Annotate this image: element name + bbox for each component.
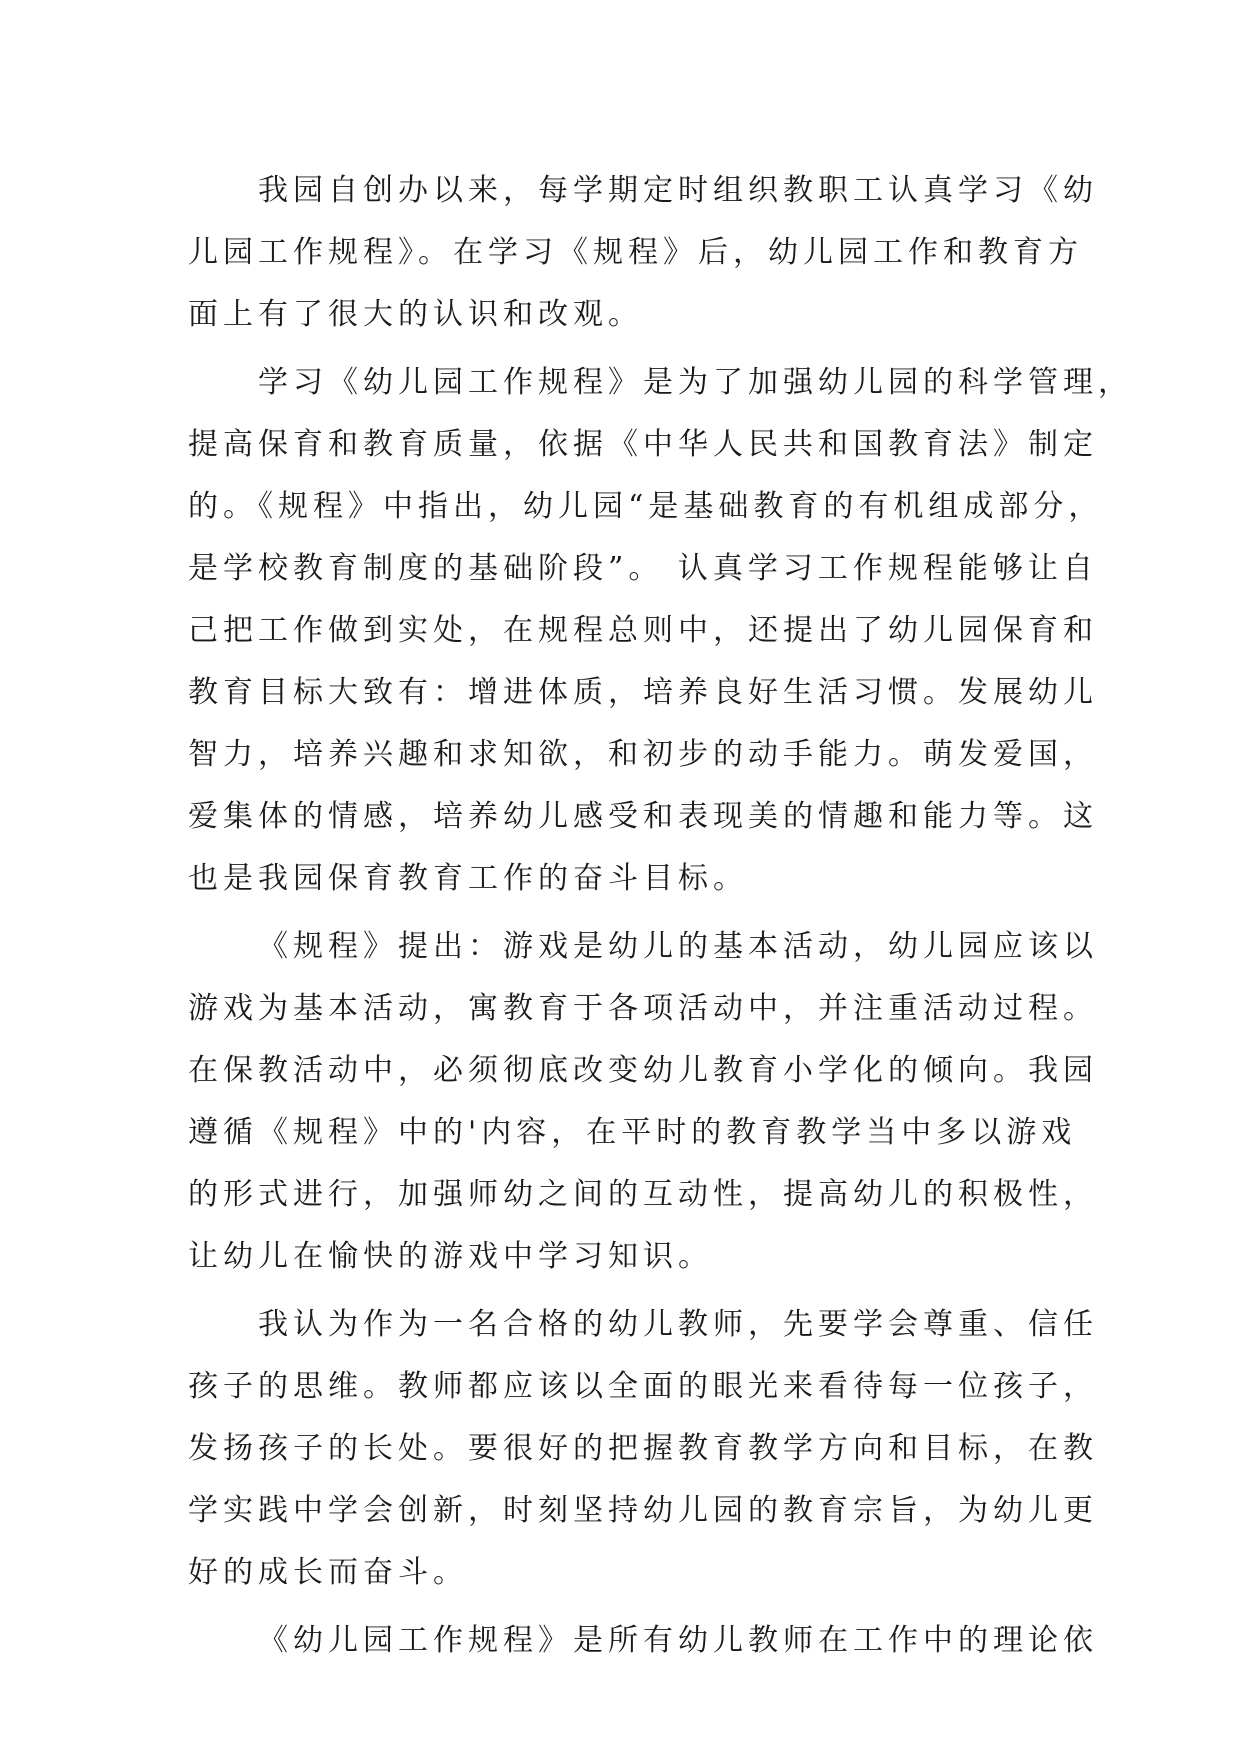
text-line: 面上有了很大的认识和改观。: [188, 297, 643, 332]
text-line: 孩子的思维。教师都应该以全面的眼光来看待每一位孩子，: [188, 1369, 1098, 1404]
text-line: 也是我园保育教育工作的奋斗目标。: [188, 861, 748, 896]
paragraph-5: [188, 1610, 1098, 1672]
text-line: 的形式进行，加强师幼之间的互动性，提高幼儿的积极性，: [188, 1177, 1098, 1212]
text-line: 己把工作做到实处，在规程总则中，还提出了幼儿园保育和: [188, 613, 1098, 648]
text-line: 学习《幼儿园工作规程》是为了加强幼儿园的科学管理，: [258, 365, 1133, 400]
text-line: 儿园工作规程》。在学习《规程》后，幼儿园工作和教育方: [188, 235, 1083, 270]
text-line: 在保教活动中，必须彻底改变幼儿教育小学化的倾向。我园: [188, 1053, 1098, 1088]
text-line: 是学校教育制度的基础阶段”。 认真学习工作规程能够让自: [188, 551, 1098, 586]
text-line: 我认为作为一名合格的幼儿教师，先要学会尊重、信任: [258, 1307, 1098, 1342]
text-line: 智力，培养兴趣和求知欲，和初步的动手能力。萌发爱国，: [188, 737, 1098, 772]
text-line: 《幼儿园工作规程》是所有幼儿教师在工作中的理论依: [258, 1623, 1098, 1658]
text-line: 我园自创办以来，每学期定时组织教职工认真学习《幼: [258, 173, 1098, 208]
text-line: 爱集体的情感，培养幼儿感受和表现美的情趣和能力等。这: [188, 799, 1098, 834]
text-line: 提高保育和教育质量，依据《中华人民共和国教育法》制定: [188, 427, 1098, 462]
text-line: 好的成长而奋斗。: [188, 1555, 468, 1590]
text-line: 游戏为基本活动，寓教育于各项活动中，并注重活动过程。: [188, 991, 1098, 1026]
text-line: 的。《规程》中指出，幼儿园“是基础教育的有机组成部分，: [188, 489, 1104, 524]
text-line: 发扬孩子的长处。要很好的把握教育教学方向和目标，在教: [188, 1431, 1098, 1466]
text-line: 教育目标大致有：增进体质，培养良好生活习惯。发展幼儿: [188, 675, 1098, 710]
paragraph-3: [188, 916, 1098, 1288]
paragraph-4: [188, 1294, 1098, 1604]
paragraph-2: [188, 352, 1133, 910]
text-line: 《规程》提出：游戏是幼儿的基本活动，幼儿园应该以: [258, 929, 1098, 964]
text-line: 遵循《规程》中的'内容，在平时的教育教学当中多以游戏: [188, 1115, 1077, 1150]
document-body: [188, 160, 1133, 1678]
paragraph-1: [188, 160, 1098, 346]
text-line: 学实践中学会创新，时刻坚持幼儿园的教育宗旨，为幼儿更: [188, 1493, 1098, 1528]
text-line: 让幼儿在愉快的游戏中学习知识。: [188, 1239, 713, 1274]
